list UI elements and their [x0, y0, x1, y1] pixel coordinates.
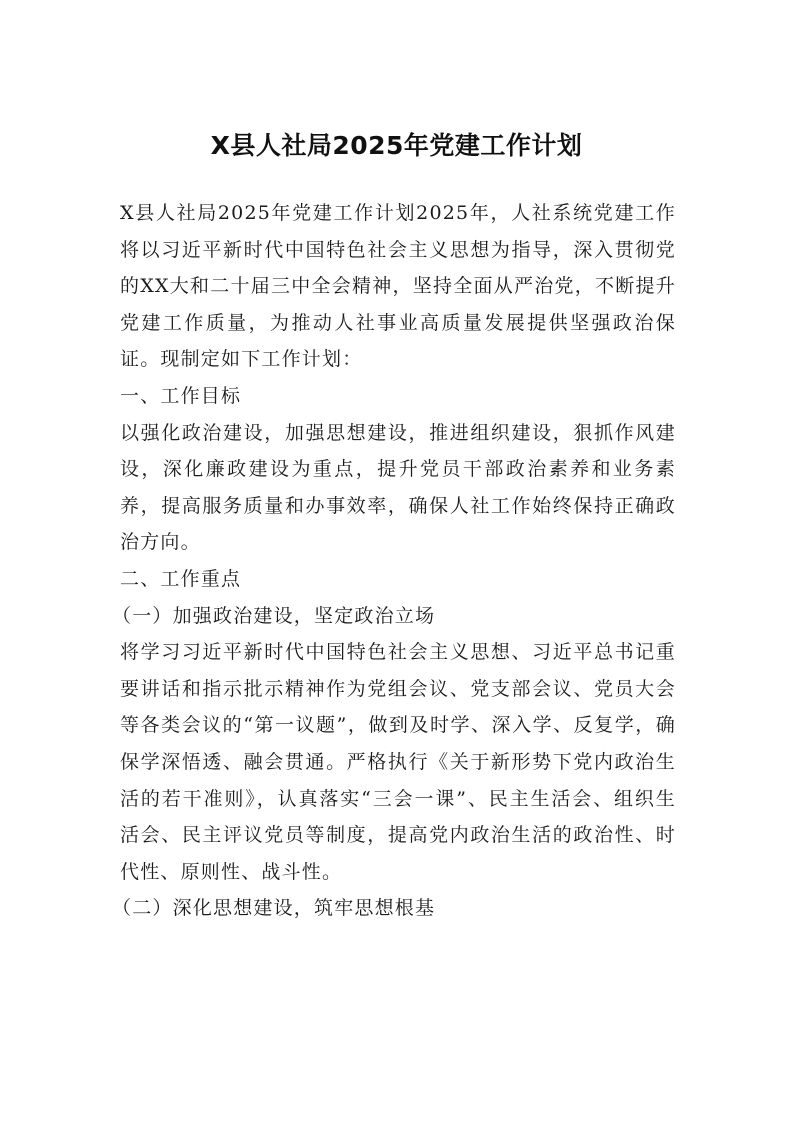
subsection-heading-political: （一）加强政治建设，坚定政治立场: [112, 604, 436, 627]
intro-paragraph: X县人社局2025年党建工作计划2025年，人社系统党建工作将以习近平新时代中国特色社会主义思想为指导，深入贯彻党的XX大和二十届三中全会精神，坚持全面从严治党，不断提升党建工作质量，为推动人社事业高质量发展提供坚强政治保证。现制定如下工作计划：: [120, 202, 676, 371]
document-title: X县人社局2025年党建工作计划: [210, 131, 583, 160]
political-paragraph: 将学习习近平新时代中国特色社会主义思想、习近平总书记重要讲话和指示批示精神作为党组会议、党支部会议、党员大会等各类会议的“第一议题”，做到及时学、深入学、反复学，确保学深悟透、融会贯通。严格执行《关于新形势下党内政治生活的若干准则》，认真落实“三会一课”、民主生活会、组织生活会、民主评议党员等制度，提高党内政治生活的政治性、时代性、原则性、战斗性。: [120, 641, 676, 883]
section-heading-goals: 一、工作目标: [120, 384, 242, 407]
section-heading-priorities: 二、工作重点: [120, 567, 242, 590]
goals-paragraph: 以强化政治建设，加强思想建设，推进组织建设，狠抓作风建设，深化廉政建设为重点，提升党员干部政治素养和业务素养，提高服务质量和办事效率，确保人社工作始终保持正确政治方向。: [120, 421, 676, 554]
subsection-heading-ideological: （二）深化思想建设，筑牢思想根基: [112, 897, 436, 920]
document-body: [112, 195, 676, 927]
